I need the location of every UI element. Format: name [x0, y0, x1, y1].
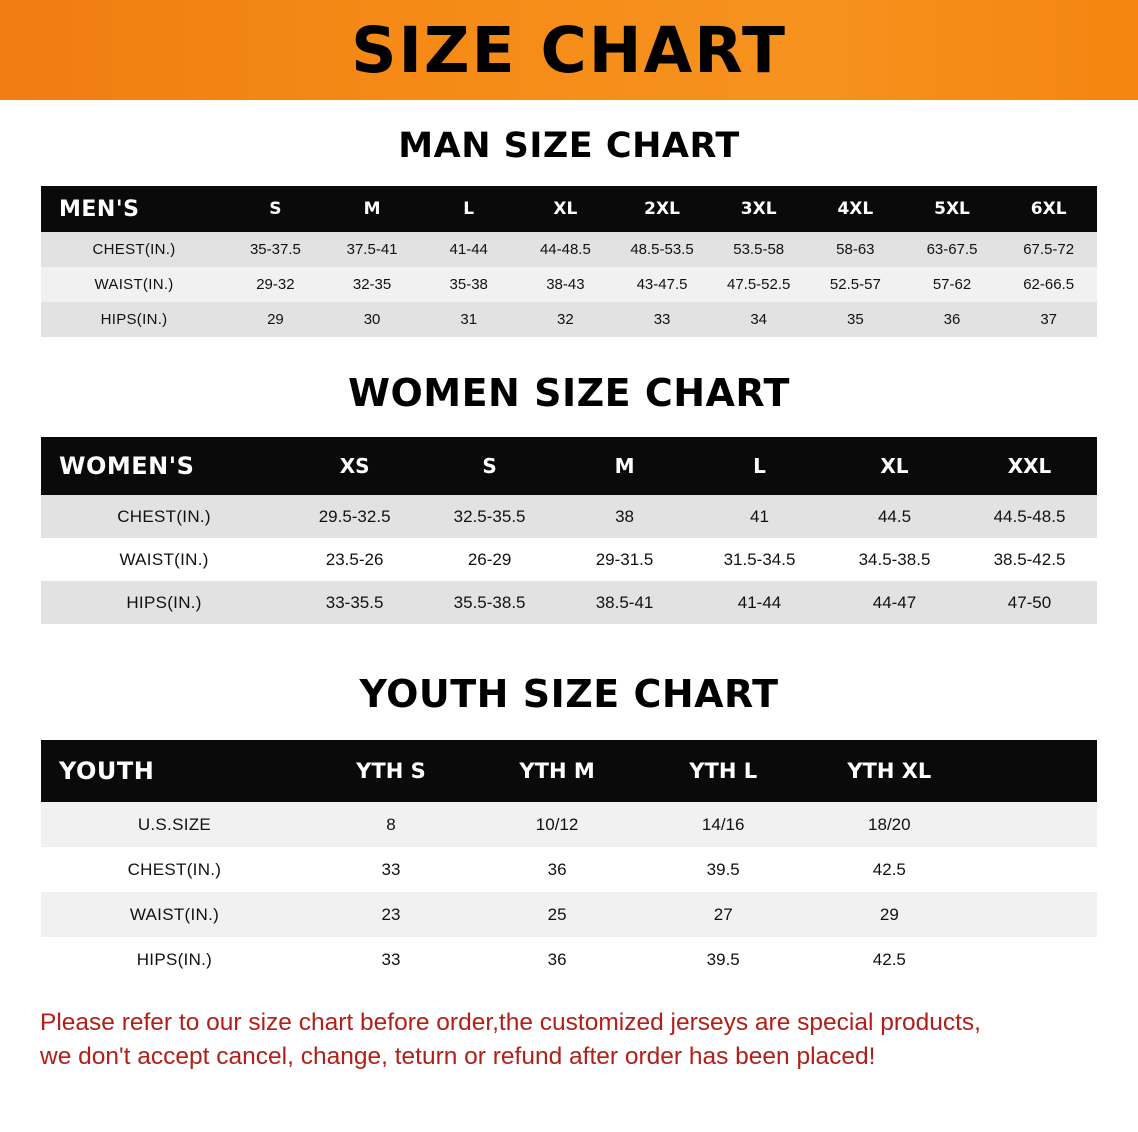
women-header-s: S	[482, 454, 497, 478]
page-banner	[0, 0, 1138, 100]
cell: 44.5	[877, 506, 912, 526]
cell: 29-31.5	[595, 549, 654, 569]
women-header-xs: XS	[339, 454, 370, 478]
table-row	[41, 495, 1097, 538]
cell: 39.5	[706, 859, 740, 879]
cell: 10/12	[535, 814, 579, 834]
cell: 62-66.5	[1023, 276, 1075, 293]
cell: 33-35.5	[325, 592, 384, 612]
row-label: HIPS(IN.)	[136, 949, 213, 969]
women-size-table	[41, 437, 1097, 624]
man-header-xl: XL	[553, 199, 578, 219]
row-label: U.S.SIZE	[137, 814, 212, 834]
youth-size-table	[41, 740, 1097, 982]
cell: 29.5-32.5	[318, 506, 391, 526]
cell-spacer	[972, 892, 1097, 937]
cell: 18/20	[868, 814, 911, 834]
cell: 37	[1040, 311, 1057, 328]
cell: 32.5-35.5	[453, 506, 526, 526]
cell: 35-38	[449, 276, 488, 293]
cell: 39.5	[706, 949, 740, 969]
youth-header-spacer	[972, 740, 1097, 802]
cell: 29	[267, 311, 284, 328]
youth-header-yth-xl: YTH XL	[847, 759, 932, 783]
cell: 44.5-48.5	[993, 506, 1066, 526]
cell: 33	[653, 311, 671, 328]
cell: 47-50	[1007, 592, 1052, 612]
cell: 14/16	[701, 814, 745, 834]
table-header-row	[41, 437, 1097, 495]
women-header-xxl: XXL	[1007, 454, 1052, 478]
man-header-3xl: 3XL	[740, 199, 777, 219]
cell: 26-29	[467, 549, 512, 569]
cell: 35.5-38.5	[453, 592, 526, 612]
policy-note-line-1: Please refer to our size chart before order,the customized jerseys are special products,	[40, 1009, 981, 1036]
page-title: SIZE CHART	[351, 13, 787, 87]
cell: 53.5-58	[733, 241, 785, 258]
women-header-label: WOMEN'S	[59, 452, 195, 480]
man-header-2xl: 2XL	[644, 199, 680, 219]
table-row	[41, 232, 1097, 267]
cell: 31	[460, 311, 478, 328]
cell-spacer	[972, 937, 1097, 982]
cell-spacer	[972, 802, 1097, 847]
cell: 33	[381, 859, 401, 879]
cell: 23	[381, 904, 401, 924]
cell: 41-44	[449, 241, 488, 258]
cell: 36	[547, 859, 567, 879]
youth-size-table-wrapper	[0, 740, 1138, 982]
cell: 38.5-42.5	[993, 549, 1066, 569]
row-label: CHEST(IN.)	[127, 859, 222, 879]
man-size-table	[41, 186, 1097, 337]
cell: 36	[547, 949, 567, 969]
cell: 58-63	[836, 241, 875, 258]
cell: 41-44	[737, 592, 782, 612]
women-table-head	[41, 437, 1097, 495]
man-header-5xl: 5XL	[934, 199, 970, 219]
man-table-body	[41, 232, 1097, 337]
cell: 25	[547, 904, 567, 924]
women-header-xl: XL	[880, 454, 909, 478]
row-label: HIPS(IN.)	[100, 311, 168, 328]
table-row	[41, 538, 1097, 581]
man-size-table-wrapper	[0, 186, 1138, 337]
cell: 32-35	[352, 276, 392, 293]
cell-spacer	[972, 847, 1097, 892]
row-label: HIPS(IN.)	[126, 592, 202, 612]
man-header-6xl: 6XL	[1030, 199, 1067, 219]
cell: 52.5-57	[829, 276, 881, 293]
youth-header-yth-m: YTH M	[519, 759, 595, 783]
cell: 63-67.5	[926, 241, 978, 258]
cell: 38.5-41	[595, 592, 654, 612]
cell: 41	[750, 506, 769, 526]
cell: 34	[750, 311, 768, 328]
cell: 29-32	[256, 276, 295, 293]
cell: 42.5	[872, 949, 906, 969]
table-row	[41, 581, 1097, 624]
row-label: WAIST(IN.)	[119, 549, 209, 569]
youth-header-label: YOUTH	[59, 757, 155, 785]
man-header-l: L	[463, 199, 475, 219]
row-label: WAIST(IN.)	[129, 904, 220, 924]
table-row	[41, 802, 1097, 847]
cell: 35	[847, 311, 864, 328]
cell: 57-62	[932, 276, 972, 293]
cell: 67.5-72	[1023, 241, 1075, 258]
table-row	[41, 892, 1097, 937]
cell: 27	[713, 904, 733, 924]
cell: 48.5-53.5	[630, 241, 694, 258]
cell: 31.5-34.5	[723, 549, 796, 569]
cell: 30	[363, 311, 381, 328]
cell: 38	[615, 506, 634, 526]
man-header-m: M	[363, 199, 381, 219]
cell: 38-43	[546, 276, 585, 293]
cell: 44-47	[872, 592, 917, 612]
row-label: WAIST(IN.)	[94, 276, 174, 293]
youth-table-body	[41, 802, 1097, 982]
man-table-head	[41, 186, 1097, 232]
cell: 37.5-41	[346, 241, 398, 258]
cell: 34.5-38.5	[858, 549, 931, 569]
youth-header-yth-l: YTH L	[689, 759, 758, 783]
policy-note	[0, 1006, 1138, 1074]
women-header-m: M	[614, 454, 635, 478]
cell: 42.5	[872, 859, 906, 879]
women-section-heading: WOMEN SIZE CHART	[348, 371, 790, 415]
cell: 36	[943, 311, 961, 328]
row-label: CHEST(IN.)	[92, 241, 176, 258]
cell: 33	[381, 949, 401, 969]
youth-table-head	[41, 740, 1097, 802]
table-header-row	[41, 740, 1097, 802]
man-header-4xl: 4XL	[837, 199, 874, 219]
cell: 8	[386, 814, 396, 834]
man-header-label: MEN'S	[59, 196, 140, 222]
table-row	[41, 937, 1097, 982]
women-table-body	[41, 495, 1097, 624]
cell: 43-47.5	[636, 276, 688, 293]
man-header-s: S	[269, 199, 282, 219]
youth-header-yth-s: YTH S	[356, 759, 426, 783]
row-label: CHEST(IN.)	[117, 506, 211, 526]
table-row	[41, 267, 1097, 302]
cell: 35-37.5	[249, 241, 301, 258]
table-row	[41, 847, 1097, 892]
women-header-l: L	[753, 454, 766, 478]
man-section-heading: MAN SIZE CHART	[398, 126, 740, 166]
table-header-row	[41, 186, 1097, 232]
cell: 23.5-26	[325, 549, 384, 569]
women-size-table-wrapper	[0, 437, 1138, 624]
table-row	[41, 302, 1097, 337]
cell: 29	[879, 904, 899, 924]
cell: 44-48.5	[539, 241, 591, 258]
cell: 47.5-52.5	[726, 276, 791, 293]
policy-note-line-2: we don't accept cancel, change, teturn or refund after order has been placed!	[40, 1042, 876, 1070]
cell: 32	[557, 311, 574, 328]
youth-section-heading: YOUTH SIZE CHART	[359, 672, 779, 716]
